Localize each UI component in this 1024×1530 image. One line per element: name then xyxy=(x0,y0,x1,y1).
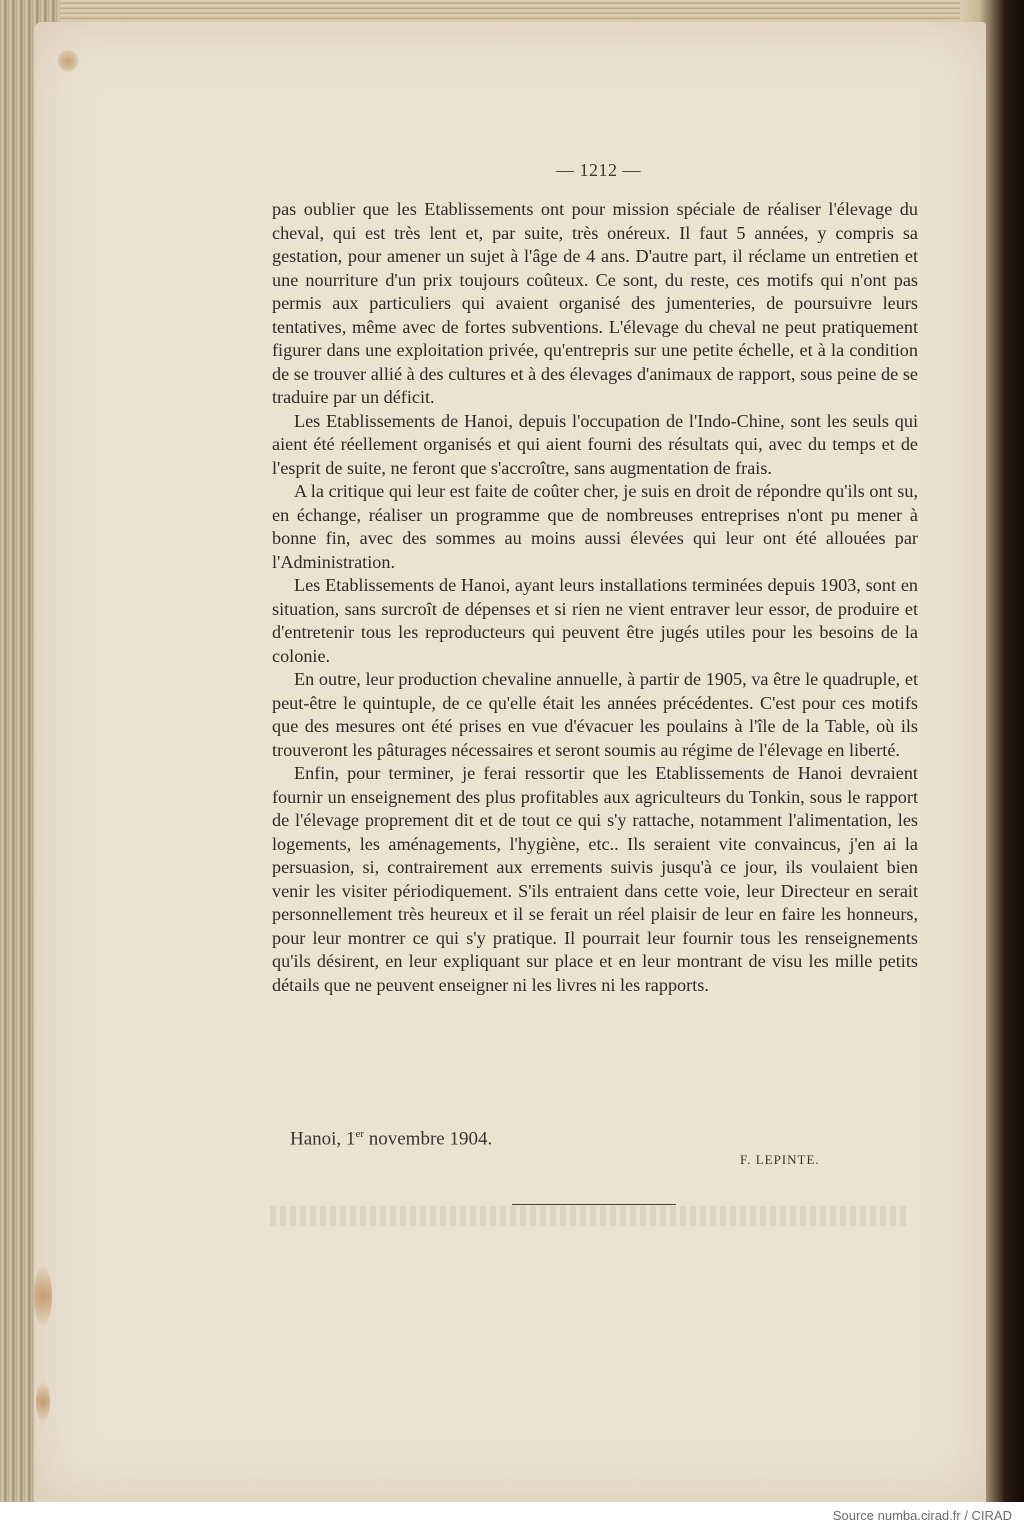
source-credit: Source numba.cirad.fr / CIRAD xyxy=(832,1508,1012,1523)
foxing-stain xyxy=(58,50,78,72)
signature: F. LEPINTE. xyxy=(740,1152,820,1167)
paragraph: pas oublier que les Etablissements ont pour mission spéciale de réaliser l'élevage du cheval, qui est très lent et, par suite, très onéreux. Il faut 5 années, y compris sa gestation, pour amener un sujet à l'âge de 4 ans. D'autre part, il réclame un entretien et une nourriture d'un prix toujours coûteux. Ce sont, du reste, ces motifs qui n'ont pas permis aux particuliers qui avaient organisé des jumenteries, de poursuivre leurs tentatives, même avec de fortes subventions. L'élevage du cheval ne peut pratiquement figurer dans une exploitation privée, qu'entrepris sur une petite échelle, et à la condition de se trouver allié à des cultures et à des élevages d'animaux de rapport, sous peine de se traduire par un déficit. xyxy=(272,199,918,407)
paragraph: A la critique qui leur est faite de coûter cher, je suis en droit de répondre qu'ils ont su, en échange, réaliser un programme que de nombreuses entreprises n'ont pu mener à bonne fin, avec des sommes au moins aussi élevées qui leur ont été allouées par l'Administration. xyxy=(272,481,918,572)
paragraph: En outre, leur production chevaline annuelle, à partir de 1905, va être le quadruple, et peut-être le quintuple, de ce qu'elle était les années précédentes. C'est pour ces motifs que des mesures ont été prises en vue d'évacuer les poulains à l'île de la Table, où ils trouveront les pâturages nécessaires et seront soumis au régime de l'élevage en liberté. xyxy=(272,669,918,760)
paragraph: Les Etablissements de Hanoi, depuis l'occupation de l'Indo-Chine, sont les seuls qui aient été réellement organisés et qui aient fourni des résultats qui, avec du temps et de l'esprit de suite, ne feront que s'accroître, sans augmentation de frais. xyxy=(272,410,918,478)
dateline xyxy=(290,1128,492,1150)
show-through-text xyxy=(270,1206,910,1226)
dateline-place: Hanoi, 1 xyxy=(290,1128,356,1150)
foxing-stain xyxy=(36,1382,50,1422)
closing-rule xyxy=(512,1204,676,1205)
body-text xyxy=(272,198,918,997)
paragraph: Enfin, pour terminer, je ferai ressortir que les Etablissements de Hanoi devraient fournir un enseignement des plus profitables aux agriculteurs du Tonkin, sous le rapport de l'élevage proprement dit et de tout ce qui s'y rattache, notamment l'alimentation, les logements, les aménagements, l'hygiène, etc.. Ils seraient vite convaincus, j'en ai la persuasion, si, contrairement aux errements suivis jusqu'à ce jour, ils voulaient bien venir les visiter périodiquement. S'ils entraient dans cette voie, leur Directeur en serait personnellement très heureux et il se ferait un réel plaisir de leur en faire les honneurs, pour leur montrer ce qui s'y pratique. Il pourrait leur fournir tous les renseignements qu'ils désirent, en leur expliquant sur place et en leur montrant de visu les mille petits détails que ne peuvent enseigner ni les livres ni les rapports. xyxy=(272,763,918,995)
dateline-date: novembre 1904. xyxy=(363,1128,493,1150)
dateline-superscript: er xyxy=(355,1128,364,1140)
foxing-stain xyxy=(34,1266,52,1326)
paragraph: Les Etablissements de Hanoi, ayant leurs installations terminées depuis 1903, sont en situation, sans surcroît de dépenses et si rien ne vient entraver leur essor, de produire et d'entretenir tous les reproducteurs qui peuvent être jugés utiles pour les besoins de la colonie. xyxy=(272,575,918,666)
page-number: — 1212 — xyxy=(556,160,641,180)
